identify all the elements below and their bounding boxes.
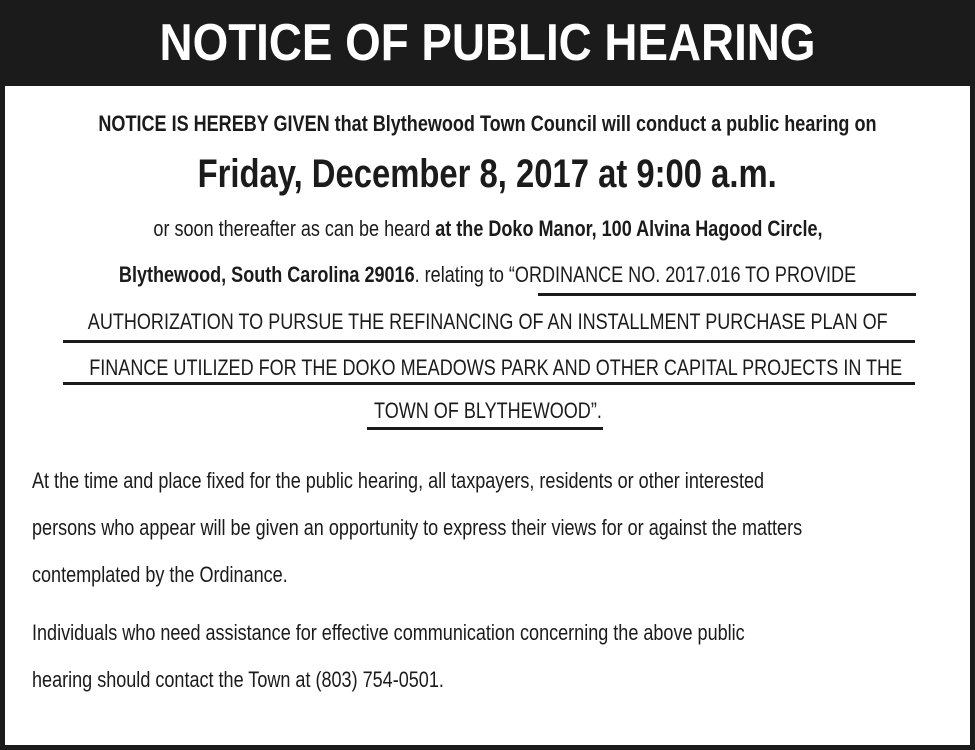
ordinance-underline-3 (63, 382, 915, 385)
ordinance-line-4-group (374, 398, 602, 424)
location-address: at the Doko Manor, 100 Alvina Hagood Circle, (434, 216, 823, 241)
location-line-2 (0, 262, 975, 288)
location-city: Blythewood, South Carolina 29016 (118, 262, 415, 287)
assistance-line-1: Individuals who need assistance for effective communication concerning the above public (32, 620, 745, 645)
location-line-1 (0, 216, 975, 242)
taxpayers-line-3: contemplated by the Ordinance. (32, 562, 288, 587)
ordinance-line-1: ORDINANCE NO. 2017.016 TO PROVIDE (514, 262, 857, 287)
relating-to: . relating to “ (414, 262, 515, 287)
taxpayers-line-1: At the time and place fixed for the public hearing, all taxpayers, residents or other interested (32, 468, 765, 493)
hearing-date (0, 152, 975, 197)
ordinance-underline-2 (63, 340, 915, 343)
intro-text: NOTICE IS HEREBY GIVEN that Blythewood Town Council will conduct a public hearing on (98, 111, 877, 136)
taxpayers-line-2: persons who appear will be given an opportunity to express their views for or against the matters (32, 515, 803, 540)
location-line-2-group (119, 262, 856, 288)
ordinance-line-3-row (0, 355, 975, 381)
ordinance-line-4: TOWN OF BLYTHEWOOD (373, 398, 591, 423)
assistance-paragraph (32, 609, 950, 703)
location-prefix: or soon thereafter as can be heard (152, 216, 435, 241)
ordinance-line-2-row (0, 309, 975, 335)
taxpayers-paragraph (32, 457, 950, 598)
ordinance-underline-1 (538, 293, 916, 296)
assistance-line-2: hearing should contact the Town at (803) 754-0501. (32, 667, 444, 692)
notice-title: NOTICE OF PUBLIC HEARING (159, 14, 816, 72)
ordinance-line-4-row (0, 398, 975, 424)
ordinance-close: ”. (590, 398, 602, 423)
ordinance-underline-4 (367, 427, 603, 430)
ordinance-line-3: FINANCE UTILIZED FOR THE DOKO MEADOWS PARK AND OTHER CAPITAL PROJECTS IN THE (89, 355, 903, 380)
intro-line (0, 111, 975, 137)
hearing-date-text: Friday, December 8, 2017 at 9:00 a.m. (197, 152, 778, 196)
ordinance-line-2: AUTHORIZATION TO PURSUE THE REFINANCING OF AN INSTALLMENT PURCHASE PLAN OF (87, 309, 888, 334)
location-line-1-group (153, 216, 822, 242)
